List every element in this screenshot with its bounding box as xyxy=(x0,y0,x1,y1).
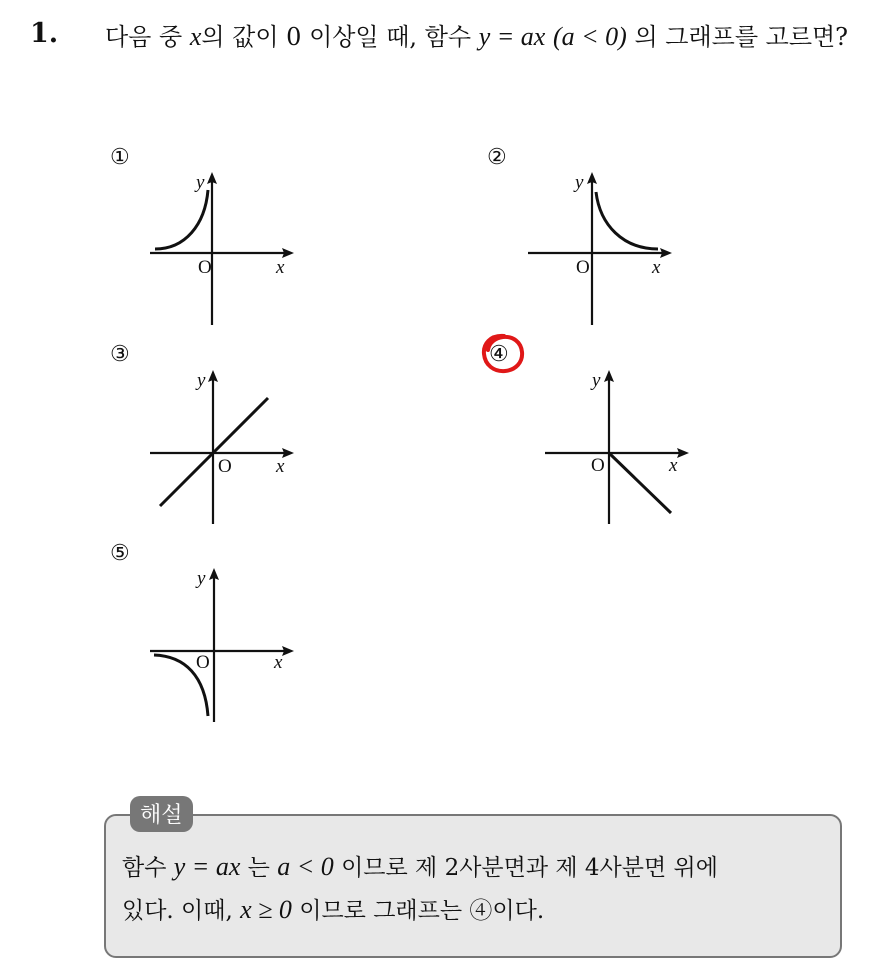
explanation-line2-a: 있다. 이때, xyxy=(122,898,241,924)
x-label: x xyxy=(276,456,285,477)
answer-mark-circle-icon xyxy=(478,332,528,376)
graph-curve xyxy=(596,192,658,249)
explanation-line1-c: 이므로 제 2사분면과 제 4사분면 위에 xyxy=(333,855,718,881)
explanation-condition: a < 0 xyxy=(277,852,334,881)
question-text xyxy=(105,16,865,58)
y-label: y xyxy=(197,568,206,589)
question-condition: (a < 0) xyxy=(552,22,627,51)
explanation-formula: y = ax xyxy=(173,852,241,881)
origin-label: O xyxy=(218,456,232,477)
choice-5-label[interactable]: ⑤ xyxy=(110,541,130,566)
question-text-part1: 다음 중 xyxy=(105,23,190,51)
explanation-line1-a: 함수 xyxy=(122,855,174,881)
choice-5-graph xyxy=(150,566,300,726)
graph-ray xyxy=(609,453,671,513)
y-label: y xyxy=(197,370,206,391)
origin-label: O xyxy=(576,257,590,278)
choice-4-graph xyxy=(545,368,695,528)
explanation-text xyxy=(122,846,832,932)
question-number: 1. xyxy=(30,18,59,49)
y-label: y xyxy=(575,172,584,193)
y-label: y xyxy=(196,172,205,193)
x-label: x xyxy=(276,257,285,278)
explanation-x-condition: x ≥ 0 xyxy=(240,895,292,924)
choice-3-label[interactable]: ③ xyxy=(110,342,130,367)
choice-1-graph xyxy=(150,170,300,330)
origin-label: O xyxy=(198,257,212,278)
x-label: x xyxy=(669,455,678,476)
graph-curve xyxy=(155,190,208,249)
origin-label: O xyxy=(196,652,210,673)
question-formula: y = ax xyxy=(478,22,546,51)
explanation-line1-b: 는 xyxy=(240,855,278,881)
choice-2-label[interactable]: ② xyxy=(487,145,507,170)
origin-label: O xyxy=(591,455,605,476)
explanation-badge: 해설 xyxy=(130,796,193,832)
choice-2-graph xyxy=(528,170,678,330)
explanation-line2-b: 이므로 그래프는 ④이다. xyxy=(291,898,545,924)
x-label: x xyxy=(274,652,283,673)
y-label: y xyxy=(592,370,601,391)
question-var-x: x xyxy=(189,22,202,51)
x-label: x xyxy=(652,257,661,278)
choice-1-label[interactable]: ① xyxy=(110,145,130,170)
question-text-part2: 의 값이 0 이상일 때, 함수 xyxy=(201,23,479,51)
question-text-part3: 의 그래프를 고르면? xyxy=(626,23,849,51)
choice-4-label[interactable]: ④ xyxy=(489,342,509,367)
choice-3-graph xyxy=(150,368,300,528)
